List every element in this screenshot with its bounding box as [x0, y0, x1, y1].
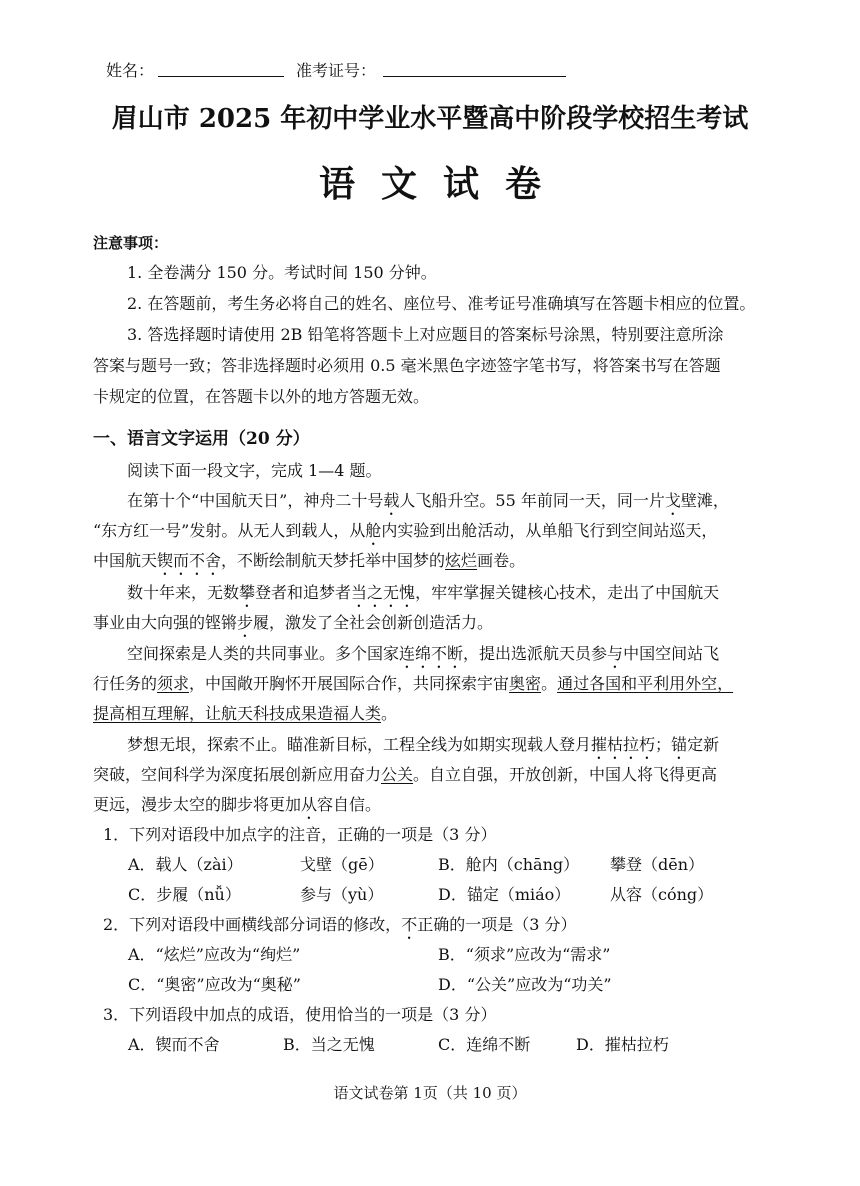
q2-option-b: B．“须求”应改为“需求” [438, 945, 611, 964]
notes-heading: 注意事项： [93, 234, 169, 252]
note-item-3: 3. 答选择题时请使用 2B 铅笔将答题卡上对应题目的答案标号涂黑，特别要注意所涂 [127, 325, 724, 344]
exam-id-label: 准考证号： [296, 61, 377, 80]
passage-p4-line3: 更远，漫步太空的脚步将更加从容自信。 [93, 795, 382, 814]
name-blank [158, 76, 284, 77]
question-2-stem: 2．下列对语段中画横线部分词语的修改，不正确的一项是（3 分） [103, 915, 577, 934]
q3-option-b: B．当之无愧 [283, 1035, 375, 1054]
passage-p3-line2: 行任务的须求，中国敞开胸怀开展国际合作，共同探索宇宙奥密。通过各国和平利用外空， [93, 674, 734, 693]
q3-option-d: D．摧枯拉朽 [576, 1035, 669, 1054]
note-item-1: 1. 全卷满分 150 分。考试时间 150 分钟。 [127, 263, 437, 282]
q2-option-c: C．“奥密”应改为“奥秘” [128, 975, 301, 994]
exam-title: 眉山市 2025 年初中学业水平暨高中阶段学校招生考试 [111, 104, 749, 134]
q1-option-a-2: 戈壁（gē） [300, 855, 384, 874]
passage-p3-line1: 空间探索是人类的共同事业。多个国家连绵不断，提出选派航天员参与中国空间站飞 [127, 644, 720, 663]
passage-p3-line3: 提高相互理解，让航天科技成果造福人类。 [93, 704, 398, 723]
q3-option-a: A．锲而不舍 [128, 1035, 220, 1054]
passage-p1-line1: 在第十个“中国航天日”，神舟二十号载人飞船升空。55 年前同一天，同一片戈壁滩， [127, 491, 729, 510]
subject-title: 语文试卷 [318, 163, 567, 205]
passage-p2-line2: 事业由大向强的铿锵步履，激发了全社会创新创造活力。 [93, 613, 494, 632]
passage-p1-line2: “东方红一号”发射。从无人到载人，从舱内实验到出舱活动，从单船飞行到空间站巡天， [93, 521, 718, 540]
q1-option-d-2: 从容（cóng） [610, 885, 714, 904]
note-item-2: 2. 在答题前，考生务必将自己的姓名、座位号、准考证号准确填写在答题卡相应的位置。 [127, 294, 756, 313]
passage-p2-line1: 数十年来，无数攀登者和追梦者当之无愧，牢牢掌握关键核心技术，走出了中国航天 [127, 583, 720, 602]
exam-id-blank [383, 76, 566, 77]
q1-option-c-2: 参与（yù） [300, 885, 384, 904]
page-footer: 语文试卷第 1页（共 10 页） [333, 1084, 527, 1102]
q1-option-b-1: B．舱内（chāng） [438, 855, 580, 874]
question-3-stem: 3．下列语段中加点的成语，使用恰当的一项是（3 分） [103, 1005, 497, 1024]
q1-option-d-1: D．锚定（miáo） [438, 885, 571, 904]
note-item-3-cont2: 卡规定的位置，在答题卡以外的地方答题无效。 [93, 387, 430, 406]
q3-option-c: C．连绵不断 [438, 1035, 531, 1054]
passage-p4-line1: 梦想无垠，探索不止。瞄准新目标，工程全线为如期实现载人登月摧枯拉朽；锚定新 [127, 735, 720, 754]
name-label: 姓名： [106, 61, 155, 80]
passage-p1-line3: 中国航天锲而不舍，不断绘制航天梦托举中国梦的炫烂画卷。 [93, 551, 526, 570]
q1-option-c-1: C．步履（nǚ） [128, 885, 241, 904]
reading-intro: 阅读下面一段文字，完成 1—4 题。 [127, 461, 382, 480]
question-1-stem: 1．下列对语段中加点字的注音，正确的一项是（3 分） [103, 825, 497, 844]
passage-p4-line2: 突破，空间科学为深度拓展创新应用奋力公关。自立自强，开放创新，中国人将飞得更高 [93, 765, 718, 784]
q2-option-d: D．“公关”应改为“功关” [438, 975, 612, 994]
note-item-3-cont: 答案与题号一致；答非选择题时必须用 0.5 毫米黑色字迹签字笔书写，将答案书写在答题 [93, 356, 721, 375]
q1-option-a-1: A．载人（zài） [128, 855, 243, 874]
section-heading: 一、语言文字运用（20 分） [93, 429, 310, 449]
q2-option-a: A．“炫烂”应改为“绚烂” [128, 945, 301, 964]
q1-option-b-2: 攀登（dēn） [610, 855, 705, 874]
